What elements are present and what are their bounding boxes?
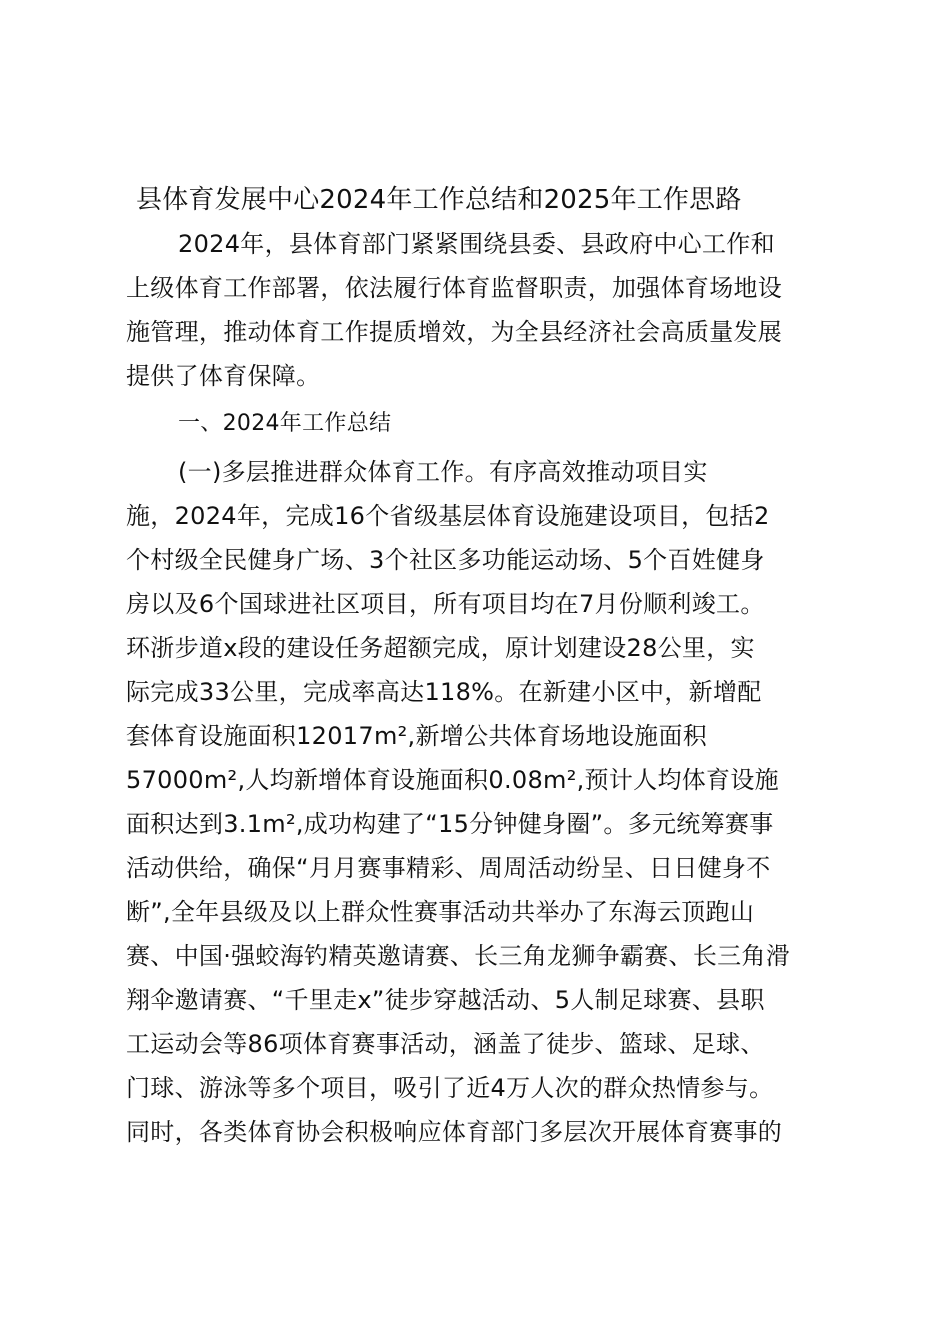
body-line: 面积达到3.1m²,成功构建了“15分钟健身圈”。多元统筹赛事 bbox=[126, 810, 774, 838]
body-line: 活动供给，确保“月月赛事精彩、周周活动纷呈、日日健身不 bbox=[126, 854, 771, 882]
body-line: 断”,全年县级及以上群众性赛事活动共举办了东海云顶跑山 bbox=[126, 898, 755, 926]
body-line: 际完成33公里，完成率高达118%。在新建小区中，新增配 bbox=[126, 678, 762, 706]
body-line: 套体育设施面积12017m²,新增公共体育场地设施面积 bbox=[126, 722, 708, 750]
body-line: 翔伞邀请赛、“千里走x”徒步穿越活动、5人制足球赛、县职 bbox=[126, 986, 765, 1014]
body-line: 57000m²,人均新增体育设施面积0.08m²,预计人均体育设施 bbox=[126, 766, 779, 794]
body-line: (一)多层推进群众体育工作。有序高效推动项目实 bbox=[178, 458, 708, 486]
body-line: 工运动会等86项体育赛事活动，涵盖了徒步、篮球、足球、 bbox=[126, 1030, 765, 1058]
body-line: 房以及6个国球进社区项目，所有项目均在7月份顺利竣工。 bbox=[126, 590, 765, 618]
body-line: 环浙步道x段的建设任务超额完成，原计划建设28公里，实 bbox=[126, 634, 755, 662]
body-line: 个村级全民健身广场、3个社区多功能运动场、5个百姓健身 bbox=[126, 546, 765, 574]
section-heading: 一、2024年工作总结 bbox=[178, 411, 392, 436]
document-title: 县体育发展中心2024年工作总结和2025年工作思路 bbox=[136, 185, 742, 215]
body-line: 同时，各类体育协会积极响应体育部门多层次开展体育赛事的 bbox=[126, 1118, 783, 1146]
intro-line: 上级体育工作部署，依法履行体育监督职责，加强体育场地设 bbox=[126, 274, 783, 302]
intro-line: 2024年，县体育部门紧紧围绕县委、县政府中心工作和 bbox=[178, 230, 775, 258]
body-line: 门球、游泳等多个项目，吸引了近4万人次的群众热情参与。 bbox=[126, 1074, 774, 1102]
intro-line: 施管理，推动体育工作提质增效，为全县经济社会高质量发展 bbox=[126, 318, 783, 346]
intro-line: 提供了体育保障。 bbox=[126, 362, 321, 390]
body-line: 施，2024年，完成16个省级基层体育设施建设项目，包括2 bbox=[126, 502, 770, 530]
body-line: 赛、中国·强蛟海钓精英邀请赛、长三角龙狮争霸赛、长三角滑 bbox=[126, 942, 791, 970]
